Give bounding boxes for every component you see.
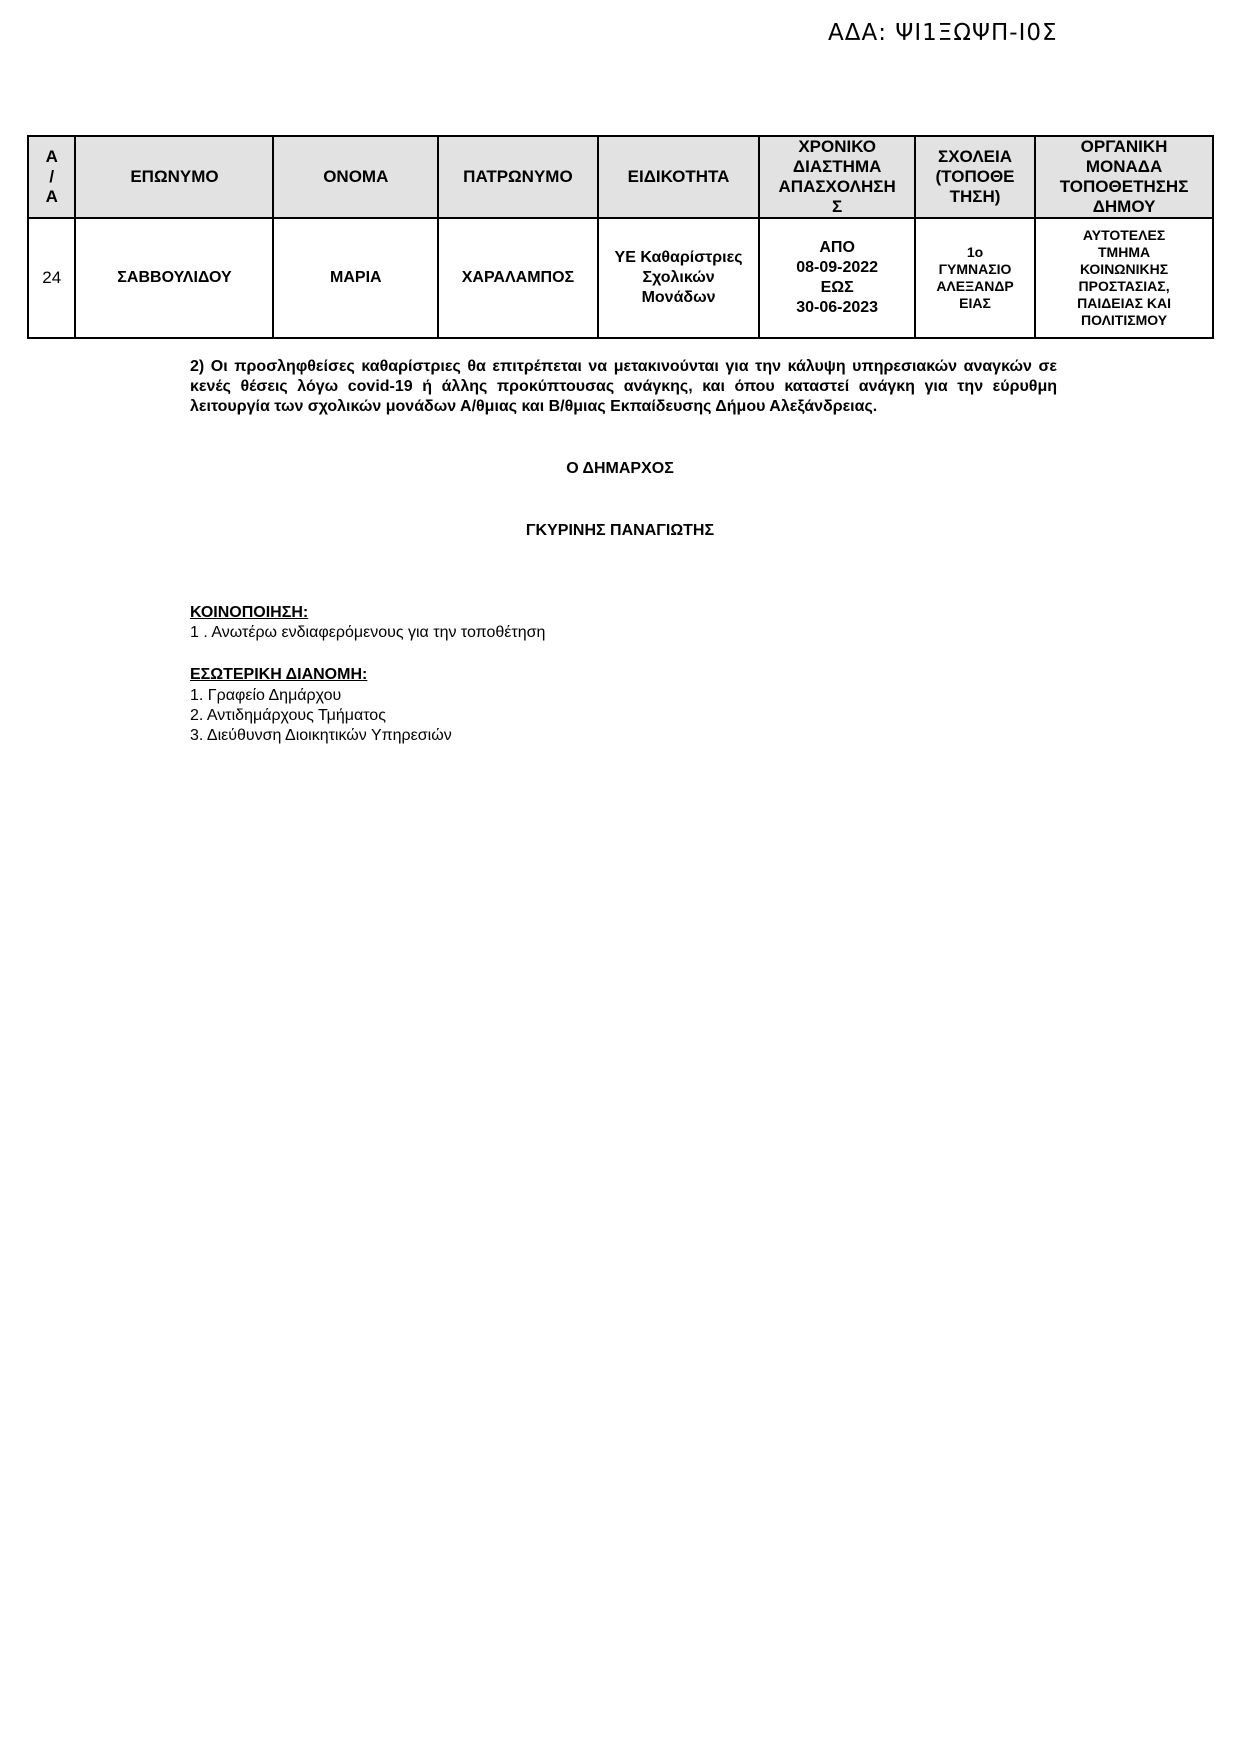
cell-unit: ΑΥΤΟΤΕΛΕΣ ΤΜΗΜΑ ΚΟΙΝΩΝΙΚΗΣ ΠΡΟΣΤΑΣΙΑΣ, ΠΑΙΔΕΙΑΣ ΚΑΙ ΠΟΛΙΤΙΣΜΟΥ	[1035, 218, 1213, 338]
header-surname: ΕΠΩΝΥΜΟ	[75, 136, 273, 218]
mayor-title: Ο ΔΗΜΑΡΧΟΣ	[566, 460, 674, 477]
list-item: 3. Διεύθυνση Διοικητικών Υπηρεσιών	[190, 727, 452, 744]
internal-distribution-list	[190, 686, 452, 746]
ada-code: ΑΔΑ: ΨΙ1ΞΩΨΠ-Ι0Σ	[828, 20, 1058, 46]
placement-table	[27, 135, 1214, 339]
list-item: 1. Γραφείο Δημάρχου	[190, 687, 342, 704]
mayor-name: ΓΚΥΡΙΝΗΣ ΠΑΝΑΓΙΩΤΗΣ	[525, 522, 715, 539]
cell-schools: 1ο ΓΥΜΝΑΣΙΟ ΑΛΕΞΑΝΔΡ ΕΙΑΣ	[915, 218, 1035, 338]
cell-name: ΜΑΡΙΑ	[273, 218, 438, 338]
table-row	[28, 218, 1213, 338]
list-item: 2. Αντιδημάρχους Τμήματος	[190, 707, 386, 724]
cell-father: ΧΑΡΑΛΑΜΠΟΣ	[438, 218, 598, 338]
cell-surname: ΣΑΒΒΟΥΛΙΔΟΥ	[75, 218, 273, 338]
note-paragraph: 2) Οι προσληφθείσες καθαρίστριες θα επιτρέπεται να μετακινούνται για την κάλυψη υπηρεσιακών αναγκών σε κενές θέσεις λόγω covid-19 ή άλλης προκύπτουσας ανάγκης, και όπου καταστεί ανάγκη για την εύρυθμη λειτουργία των σχολικών μονάδων Α/θμιας και Β/θμιας Εκπαίδευσης Δήμου Αλεξάνδρειας.	[190, 358, 1057, 415]
header-aa: Α / Α	[28, 136, 75, 218]
cell-period: ΑΠΟ 08-09-2022 ΕΩΣ 30-06-2023	[759, 218, 915, 338]
header-name: ΟΝΟΜΑ	[273, 136, 438, 218]
header-period: ΧΡΟΝΙΚΟ ΔΙΑΣΤΗΜΑ ΑΠΑΣΧΟΛΗΣΗ Σ	[759, 136, 915, 218]
cell-specialty: ΥΕ Καθαρίστριες Σχολικών Μονάδων	[598, 218, 760, 338]
header-unit: ΟΡΓΑΝΙΚΗ ΜΟΝΑΔΑ ΤΟΠΟΘΕΤΗΣΗΣ ΔΗΜΟΥ	[1035, 136, 1213, 218]
notification-item: 1 . Ανωτέρω ενδιαφερόμενους για την τοποθέτηση	[190, 624, 546, 641]
header-schools: ΣΧΟΛΕΙΑ (ΤΟΠΟΘΕ ΤΗΣΗ)	[915, 136, 1035, 218]
table-header-row	[28, 136, 1213, 218]
header-father: ΠΑΤΡΩΝΥΜΟ	[438, 136, 598, 218]
cell-aa: 24	[28, 218, 75, 338]
header-specialty: ΕΙΔΙΚΟΤΗΤΑ	[598, 136, 760, 218]
notification-heading: ΚΟΙΝΟΠΟΙΗΣΗ:	[190, 604, 309, 621]
internal-distribution-heading: ΕΣΩΤΕΡΙΚΗ ΔΙΑΝΟΜΗ:	[190, 666, 368, 683]
